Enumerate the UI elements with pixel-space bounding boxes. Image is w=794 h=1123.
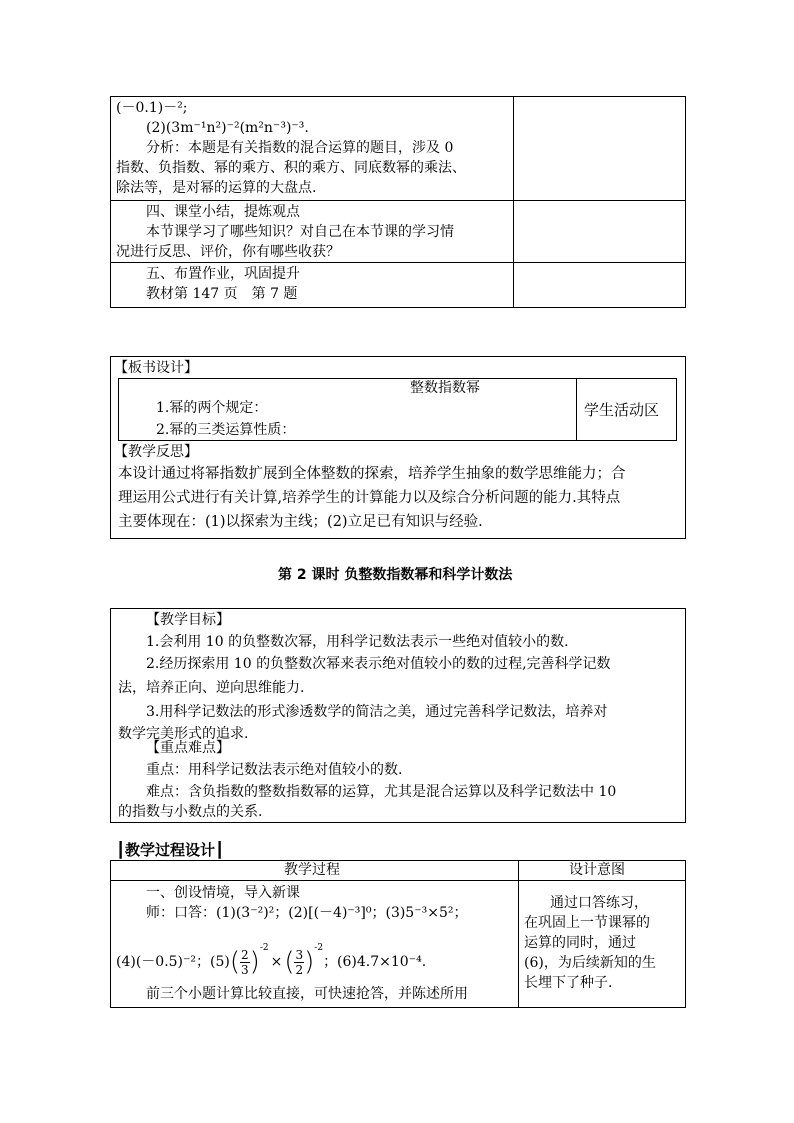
process-line3-start: (4)(－0.5)⁻²；(5) <box>116 954 230 970</box>
board-design-box <box>110 356 685 538</box>
reflection-header: 【教学反思】 <box>114 444 198 460</box>
goal-2a: 2.经历探索用 10 的负整数次幂来表示绝对值较小的数的过程,完善科学记数 <box>146 656 611 672</box>
goal-3b: 数学完美形式的追求. <box>118 726 249 742</box>
fraction-2-3: $\frac{2}{3}$ <box>241 947 249 977</box>
intent-line1: 通过口答练习， <box>550 895 648 911</box>
process-line2: 师：口答：(1)(3⁻²)²；(2)[(－4)⁻³]⁰；(3)5⁻³×5²； <box>146 905 468 921</box>
intent-line5: 长埋下了种子. <box>524 975 613 991</box>
goals-header: 【教学目标】 <box>146 612 230 628</box>
board-header: 【板书设计】 <box>114 360 198 376</box>
col-process-header: 教学过程 <box>284 862 340 878</box>
board-item1: 1.幂的两个规定： <box>156 400 268 416</box>
reflection-line2: 理运用公式进行有关计算,培养学生的计算能力以及综合分析问题的能力.其特点 <box>118 490 621 506</box>
intent-line3: 运算的同时，通过 <box>524 935 636 951</box>
goal-1: 1.会利用 10 的负整数次幂，用科学记数法表示一些绝对值较小的数. <box>146 634 569 650</box>
difficulty-b: 的指数与小数点的关系. <box>118 804 263 820</box>
goal-3a: 3.用科学记数法的形式渗透数学的简洁之美，通过完善科学记数法，培养对 <box>146 704 608 720</box>
goals-box <box>110 608 685 822</box>
process-section-title: ┃教学过程设计┃ <box>116 841 225 859</box>
difficulty-a: 难点：含负指数的整数指数幂的运算，尤其是混合运算以及科学记数法中 10 <box>146 784 617 800</box>
row1-line3: 分析：本题是有关指数的混合运算的题目，涉及 0 <box>146 140 454 156</box>
board-inner-table <box>118 378 676 440</box>
row1-line1: (－0.1)－²; <box>116 100 188 116</box>
intent-line4: (6)，为后续新知的生 <box>524 955 656 971</box>
board-item2: 2.幂的三类运算性质： <box>156 422 296 438</box>
row1-line4: 指数、负指数、幂的乘方、积的乘方、同底数幂的乘法、 <box>116 160 466 176</box>
exponent-1: -2 <box>259 943 269 953</box>
col-intent-header: 设计意图 <box>569 862 625 878</box>
row3-line2: 教材第 147 页 第 7 题 <box>146 286 298 302</box>
fraction-3-2: $\frac{3}{2}$ <box>295 947 304 977</box>
exponent-2: -2 <box>314 943 324 953</box>
top-table <box>110 96 685 307</box>
right-paren-2: ) <box>304 947 315 977</box>
process-line4: 前三个小题计算比较直接，可快速抢答，并陈述所用 <box>146 986 468 1002</box>
left-paren-1: ( <box>229 947 241 977</box>
reflection-line1: 本设计通过将幂指数扩展到全体整数的探索，培养学生抽象的数学思维能力；合 <box>118 466 626 482</box>
row3-line1: 五、布置作业，巩固提升 <box>146 266 300 282</box>
process-table <box>110 860 685 1007</box>
reflection-line3: 主要体现在：(1)以探索为主线；(2)立足已有知识与经验. <box>118 514 483 530</box>
intent-line2: 在巩固上一节课幂的 <box>524 915 650 931</box>
process-line1: 一、创设情境，导入新课 <box>146 885 300 901</box>
lesson-title: 第 2 课时 负整数指数幂和科学计数法 <box>278 567 513 583</box>
row1-line5: 除法等，是对幂的运算的大盘点. <box>116 180 317 196</box>
process-line3-end: ；(6)4.7×10⁻⁴. <box>323 954 427 970</box>
row2-line1: 四、课堂小结，提炼观点 <box>146 204 300 220</box>
row2-line2: 本节课学习了哪些知识？对自己在本节课的学习情 <box>146 224 454 240</box>
goal-2b: 法，培养正向、逆向思维能力. <box>118 680 305 696</box>
row2-line3: 况进行反思、评价，你有哪些收获？ <box>116 244 340 260</box>
key-header: 【重点难点】 <box>146 740 230 756</box>
board-title: 整数指数幂 <box>410 380 480 396</box>
times-sign: × <box>270 954 283 970</box>
row1-line2: (2)(3m⁻¹n²)⁻²(m²n⁻³)⁻³. <box>146 120 309 136</box>
activity-area: 学生活动区 <box>584 401 660 419</box>
left-paren-2: ( <box>284 947 295 977</box>
process-line3 <box>116 924 427 977</box>
right-paren-1: ) <box>249 947 260 977</box>
key-point: 重点：用科学记数法表示绝对值较小的数. <box>146 762 403 778</box>
